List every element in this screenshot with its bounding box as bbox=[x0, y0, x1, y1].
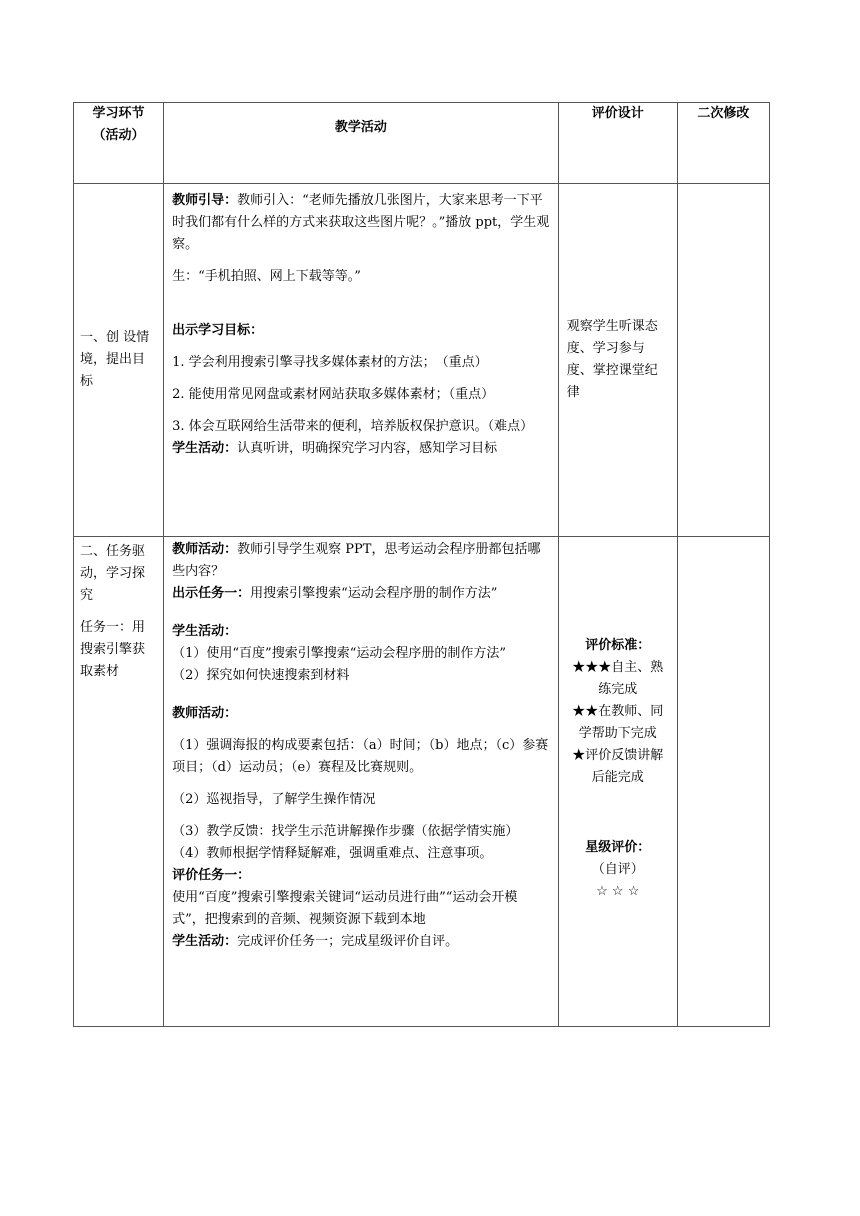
evaluation-criterion-2-stars: ★★在教师、同学帮助下完成 bbox=[572, 704, 664, 741]
teacher-activity-label: 教师活动： bbox=[172, 706, 238, 721]
evaluation-criterion-3-stars: ★★★自主、熟练完成 bbox=[572, 660, 664, 697]
self-evaluation: （自评） bbox=[591, 862, 644, 877]
teacher-activity-item-3: （3）教学反馈：找学生示范讲解操作步骤（依据学情实施） bbox=[172, 824, 519, 839]
stage-cell-1 bbox=[74, 184, 164, 537]
stage-row-2 bbox=[74, 537, 770, 1027]
evaluation-cell-2 bbox=[558, 537, 677, 1027]
revision-cell-2 bbox=[677, 537, 769, 1027]
student-activity-item-2: （2）探究如何快速搜索到材料 bbox=[172, 668, 350, 683]
revision-cell-1 bbox=[677, 184, 769, 537]
header-revision: 二次修改 bbox=[677, 103, 769, 184]
student-activity-2: 学生活动：完成评价任务一；完成星级评价自评。 bbox=[172, 934, 459, 949]
evaluation-cell-1 bbox=[558, 184, 677, 537]
student-activity-1: 学生活动：认真听讲，明确探究学习内容，感知学习目标 bbox=[172, 441, 498, 456]
evaluation-criteria-title: 评价标准： bbox=[585, 638, 651, 653]
star-rating-title: 星级评价： bbox=[585, 840, 651, 855]
evaluation-criterion-1-star: ★评价反馈讲解后能完成 bbox=[572, 748, 664, 785]
teacher-guide: 教师引导：教师引入：“老师先播放几张图片，大家来思考一下平时我们都有什么样的方式来获取这些图片呢？。”播放 ppt，学生观察。 bbox=[172, 193, 550, 252]
task-label: 任务一：用搜索引擎获取素材 bbox=[80, 620, 146, 679]
stage-cell-2 bbox=[74, 537, 164, 1027]
student-activity-label: 学生活动： bbox=[172, 624, 238, 639]
header-evaluation: 评价设计 bbox=[558, 103, 677, 184]
student-activity-item-1: （1）使用“百度”搜索引擎搜索“运动会程序册的制作方法” bbox=[172, 646, 506, 661]
evaluation-text-1: 观察学生听课态度、学习参与度、掌控课堂纪律 bbox=[566, 319, 658, 400]
evaluation-task-label: 评价任务一： bbox=[172, 868, 251, 883]
teacher-activity-item-4: （4）教师根据学情释疑解难，强调重难点、注意事项。 bbox=[172, 846, 493, 861]
header-row bbox=[74, 103, 770, 184]
star-rating-stars: ☆ ☆ ☆ bbox=[596, 884, 640, 899]
header-stage: 学习环节（活动） bbox=[74, 103, 164, 184]
stage-label-2: 二、任务驱动，学习探究 bbox=[80, 544, 146, 603]
teacher-activity-item-2: （2）巡视指导，了解学生操作情况 bbox=[172, 792, 376, 807]
goal-3: 3. 体会互联网给生活带来的便利，培养版权保护意识。（难点） bbox=[172, 419, 534, 434]
goals-title: 出示学习目标： bbox=[172, 323, 264, 338]
stage-label-1: 一、创 设情境，提出目标 bbox=[80, 330, 150, 389]
header-activities: 教学活动 bbox=[164, 103, 559, 184]
goal-2: 2. 能使用常见网盘或素材网站获取多媒体素材；（重点） bbox=[172, 387, 495, 402]
task-1: 出示任务一：用搜索引擎搜索“运动会程序册的制作方法” bbox=[172, 586, 498, 601]
teacher-activity-item-1: （1）强调海报的构成要素包括：（a）时间；（b）地点；（c）参赛项目；（d）运动员；（e）赛程及比赛规则。 bbox=[172, 738, 549, 775]
activity-cell-1 bbox=[164, 184, 559, 537]
lesson-plan-table bbox=[73, 102, 770, 1027]
goal-1: 1. 学会利用搜索引擎寻找多媒体素材的方法； （重点） bbox=[172, 355, 488, 370]
activity-cell-2 bbox=[164, 537, 559, 1027]
evaluation-task-text: 使用“百度”搜索引擎搜索关键词“运动员进行曲”“运动会开模式”，把搜索到的音频、视频资源下载到本地 bbox=[172, 890, 518, 927]
student-reply: 生：“手机拍照、网上下载等等。” bbox=[172, 269, 361, 284]
teacher-activity-1: 教师活动：教师引导学生观察 PPT，思考运动会程序册都包括哪些内容？ bbox=[172, 542, 541, 579]
stage-row-1 bbox=[74, 184, 770, 537]
